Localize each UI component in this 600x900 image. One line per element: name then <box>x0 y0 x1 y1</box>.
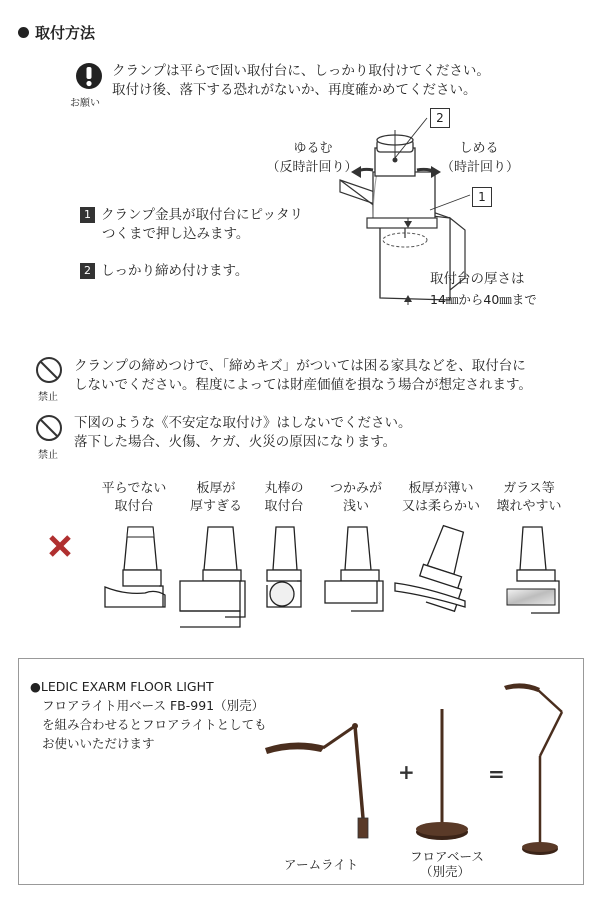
floor-base-illustration <box>412 705 472 845</box>
bad-example-caption-5: 板厚が薄い 又は柔らかい <box>401 481 480 514</box>
bad-example-uneven <box>105 527 165 607</box>
tighten-label: しめる <box>459 141 499 156</box>
prohibited-icon <box>34 355 64 385</box>
section-title: 取付方法 <box>18 22 95 43</box>
callout-1: 1 <box>472 187 492 207</box>
loosen-label: ゆるむ <box>293 141 333 156</box>
bad-example-caption-1: 平らでない 取付台 <box>101 481 167 514</box>
step-number-badge: 1 <box>80 207 95 223</box>
prohibition-2-line-2: 落下した場合、火傷、ケガ、火災の原因になります。 <box>74 434 397 450</box>
notice-line-1: クランプは平らで固い取付台に、しっかり取付けてください。 <box>112 63 490 79</box>
bullet-icon <box>18 27 29 38</box>
thickness-range: 14㎜から40㎜まで <box>430 292 537 307</box>
step-2: 2 しっかり締め付けます。 <box>80 262 248 281</box>
bad-examples-illustrations <box>95 515 585 635</box>
prohibition-label: 禁止 <box>38 450 58 461</box>
prohibition-2-line-1: 下図のような《不安定な取付け》はしないでください。 <box>74 415 412 431</box>
plus-sign: + <box>398 760 415 784</box>
prohibited-icon <box>34 413 64 443</box>
bad-example-too-thick <box>180 527 245 627</box>
floor-base-label: フロアベース <box>410 849 484 864</box>
prohibition-icon-group-2 <box>34 413 64 461</box>
prohibition-icon-group-1 <box>34 355 64 403</box>
bad-example-round-bar <box>267 527 301 607</box>
bad-example-caption-3: 丸棒の 取付台 <box>264 481 304 514</box>
thickness-title: 取付台の厚さは <box>430 271 525 287</box>
bad-example-glass <box>507 527 559 613</box>
floor-light-illustration <box>500 676 580 866</box>
loosen-sub-label: （反時計回り） <box>266 160 358 175</box>
x-mark-icon <box>48 534 72 558</box>
bad-example-caption-4: つかみが 浅い <box>329 481 382 514</box>
step-number-badge: 2 <box>80 263 95 279</box>
callout-2: 2 <box>430 108 450 128</box>
bad-example-caption-6: ガラス等 壊れやすい <box>496 481 562 514</box>
bad-example-caption-2: 板厚が 厚すぎる <box>189 481 242 514</box>
tighten-sub-label: （時計回り） <box>440 160 519 175</box>
equals-sign: = <box>488 762 505 786</box>
bad-example-shallow-grip <box>325 527 383 611</box>
floor-light-line-2: を組み合わせるとフロアライトとしても <box>42 717 267 732</box>
arm-light-label: アームライト <box>284 857 359 872</box>
clamp-diagram <box>255 100 585 315</box>
arm-light-illustration <box>255 718 395 848</box>
prohibition-1-line-1: クランプの締めつけで、「締めキズ」がついては困る家具などを、取付台に <box>74 358 526 374</box>
floor-light-line-3: お使いいただけます <box>42 736 155 751</box>
notice-icon-group <box>72 60 106 108</box>
prohibition-label: 禁止 <box>38 392 58 403</box>
notice-label: お願い <box>70 98 100 109</box>
step-1: 1 クランプ金具が取付台にピッタリ <box>80 206 303 225</box>
exclamation-icon <box>72 60 106 94</box>
step-1-line-2: つくまで押し込みます。 <box>102 226 250 242</box>
prohibition-1-line-2: しないでください。程度によっては財産価値を損なう場合が想定されます。 <box>74 377 532 393</box>
floor-base-sub-label: （別売） <box>419 864 470 879</box>
floor-light-title: ●LEDIC EXARM FLOOR LIGHT <box>30 679 214 694</box>
floor-light-line-1: フロアライト用ベース FB-991（別売） <box>42 698 265 713</box>
notice-line-2: 取付け後、落下する恐れがないか、再度確かめてください。 <box>112 82 477 98</box>
